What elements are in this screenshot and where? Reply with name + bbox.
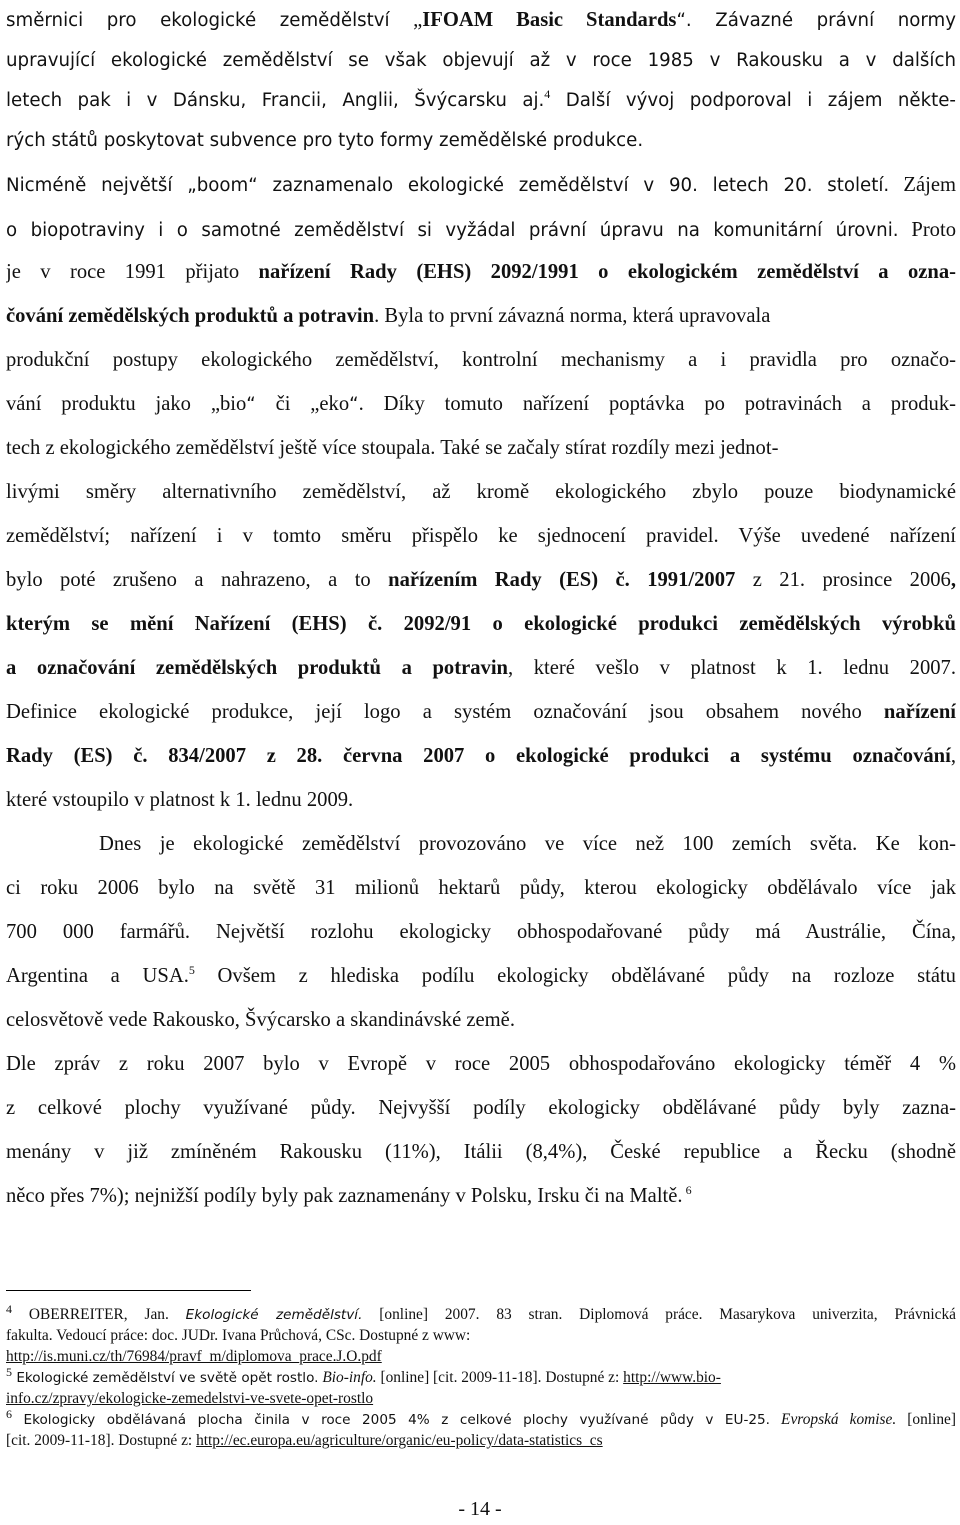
text-run: „ <box>187 175 197 196</box>
body-line <box>6 1088 956 1128</box>
body-line <box>6 165 956 205</box>
body-line <box>6 472 956 512</box>
body-line <box>6 824 956 864</box>
text-run: a označování zemědělských produktů a potravin <box>6 657 508 679</box>
text-run: [online] <box>896 1411 956 1428</box>
body-line <box>6 210 956 250</box>
body-line <box>6 0 956 40</box>
text-run: směrnici pro ekologické zemědělství <box>6 10 414 31</box>
text-run: livými směry alternativního zemědělství, až kromě ekologického zbylo pouze biodynamické <box>6 481 956 503</box>
footnote-line <box>6 1367 956 1388</box>
text-run: eko <box>319 393 350 415</box>
text-run: Evropská komise. <box>781 1411 897 1428</box>
footnote-marker: 4 <box>6 1304 12 1316</box>
body-line <box>6 384 956 424</box>
text-run: z 21. prosince 2006 <box>735 569 951 591</box>
link-text[interactable]: http://www.bio- <box>623 1369 721 1386</box>
text-run: boom <box>196 175 249 196</box>
footnote-line <box>6 1409 956 1430</box>
text-run: bylo poté zrušeno a nahrazeno, a to <box>6 569 389 591</box>
text-run: OBERREITER, Jan. <box>12 1306 186 1323</box>
body-line <box>6 120 956 160</box>
text-run: je v roce 1991 přijato <box>6 261 259 283</box>
text-run: upravující ekologické zemědělství se však objevují až v roce 1985 v Rakousku a v dalších <box>6 50 956 71</box>
text-run: „ <box>413 9 423 31</box>
body-line <box>6 40 956 80</box>
text-run: produkční postupy ekologického zemědělství, kontrolní mechanismy a i pravidla pro označo- <box>6 349 956 371</box>
text-run: letech pak i v Dánsku, Francii, Anglii, Švýcarsku aj. <box>6 90 545 111</box>
text-run: nařízením Rady (ES) č. 1991/2007 <box>388 569 736 591</box>
text-run: menány v již zmíněném Rakousku (11%), Itálii (8,4%), České republice a Řecku (shodně <box>6 1141 956 1163</box>
body-line <box>6 516 956 556</box>
text-run: [cit. 2009-11-18]. Dostupné z: <box>6 1432 197 1449</box>
text-run: Nicméně největší <box>6 175 188 196</box>
text-run: Ekologické zemědělství ve světě opět rostlo. <box>12 1370 319 1386</box>
text-run: “ <box>248 175 273 196</box>
text-run: zaznamenalo ekologické zemědělství v 90. letech 20. století. <box>272 175 890 196</box>
body-line <box>6 340 956 380</box>
text-run: vání produktu jako <box>6 393 211 415</box>
text-run: Ekologicky obdělávaná plocha činila v roce 2005 4% z celkové plochy využívané půdy v EU-25. <box>12 1412 770 1428</box>
body-line <box>6 1132 956 1172</box>
footnote-line <box>6 1346 956 1367</box>
text-run: , <box>950 745 956 767</box>
page-number: - 14 - <box>458 1498 502 1520</box>
text-run: tech z ekologického zemědělství ještě více stoupala. Také se začaly stírat rozdíly mezi jednot- <box>6 437 779 459</box>
footnote-line <box>6 1388 956 1409</box>
text-run: Proto <box>898 219 956 241</box>
text-run: z celkové plochy využívané půdy. Nejvyšší podíly ekologicky obdělávané půdy byly zazna- <box>6 1097 956 1119</box>
text-run: či <box>255 393 311 415</box>
footnote-marker: 6 <box>682 1183 692 1198</box>
text-run: čování zemědělských produktů a potravin <box>6 305 375 327</box>
body-line <box>6 560 956 600</box>
link-text[interactable]: http://is.muni.cz/th/76984/pravf_m/diplomova_prace.J.O.pdf <box>6 1348 382 1365</box>
text-run: [online] [cit. 2009-11-18]. Dostupné z: <box>376 1369 624 1386</box>
text-run: IFOAM Basic Standards <box>422 9 677 31</box>
text-run: . Byla to první závazná norma, která upravovala <box>374 305 771 327</box>
body-line <box>6 1000 956 1040</box>
body-line <box>6 736 956 776</box>
text-run: [online] 2007. 83 stran. Diplomová práce. Masarykova univerzita, Právnická <box>362 1306 956 1323</box>
text-run: ci roku 2006 bylo na světě 31 milionů hektarů půdy, kterou ekologicky obdělávalo více jak <box>6 877 956 899</box>
text-run: něco přes 7%); nejnižší podíly byly pak zaznamenány v Polsku, Irsku či na Maltě. <box>6 1185 683 1207</box>
footnote-line <box>6 1325 956 1346</box>
text-run: Definice ekologické produkce, její logo a systém označování jsou obsahem nového <box>6 701 884 723</box>
footnote-marker: 5 <box>6 1367 12 1379</box>
text-run: kterým se mění Nařízení (EHS) č. 2092/91 o ekologické produkci zemědělských výrobků <box>6 613 956 635</box>
text-run: které vstoupilo v platnost k 1. lednu 2009. <box>6 789 354 811</box>
text-run: , které vešlo v platnost k 1. lednu 2007. <box>508 657 956 679</box>
text-run: celosvětově vede Rakousko, Švýcarsko a skandinávské země. <box>6 1009 515 1031</box>
body-line <box>6 912 956 952</box>
text-run: bio <box>219 393 247 415</box>
footnote-marker: 5 <box>188 963 195 978</box>
body-line <box>6 648 956 688</box>
text-run: nařízení Rady (EHS) 2092/1991 o ekologickém zemědělství a ozna- <box>258 261 956 283</box>
text-run: Dle zpráv z roku 2007 bylo v Evropě v roce 2005 obhospodařováno ekologicky téměř 4 % <box>6 1053 956 1075</box>
text-run: Další vývoj podporoval i zájem někte- <box>550 90 956 111</box>
text-run: zemědělství; nařízení i v tomto směru přispělo ke sjednocení pravidel. Výše uvedené nařízení <box>6 525 956 547</box>
text-run: nařízení <box>883 701 956 723</box>
text-run: “ <box>349 394 359 415</box>
text-run: . Závazné právní normy <box>685 10 956 31</box>
body-line <box>6 780 956 820</box>
footnote-line <box>6 1304 956 1325</box>
text-run: Ekologické zemědělství. <box>185 1307 363 1323</box>
body-line <box>6 604 956 644</box>
body-line <box>6 80 956 120</box>
text-run <box>770 1411 781 1428</box>
text-run: 700 000 farmářů. Největší rozlohu ekologicky obhospodařované půdy má Austrálie, Čína, <box>6 921 956 943</box>
body-line <box>6 692 956 732</box>
footnote-line <box>6 1430 956 1451</box>
body-line <box>6 1176 956 1216</box>
text-run: Zájem <box>889 174 956 196</box>
text-run: „ <box>310 393 320 415</box>
text-run: Rady (ES) č. 834/2007 z 28. června 2007 o ekologické produkci a systému označování <box>6 745 951 767</box>
text-run: “ <box>246 394 256 415</box>
text-run: Bio-info. <box>322 1369 377 1386</box>
text-run: Argentina a USA. <box>6 965 189 987</box>
text-run: rých států poskytovat subvence pro tyto formy zemědělské produkce. <box>6 130 644 151</box>
body-line <box>6 956 956 996</box>
body-line <box>6 296 956 336</box>
footnote-marker: 6 <box>6 1409 12 1421</box>
body-line <box>6 428 956 468</box>
body-line <box>6 1044 956 1084</box>
text-run: . Díky tomuto nařízení poptávka po potravinách a produk- <box>358 393 956 415</box>
link-text[interactable]: http://ec.europa.eu/agriculture/organic/eu-policy/data-statistics_cs <box>196 1432 603 1449</box>
text-run: “ <box>676 10 686 31</box>
body-line <box>6 252 956 292</box>
text-run: o biopotraviny i o samotné zemědělství si vyžádal právní úpravu na komunitární úrovni. <box>6 220 899 241</box>
text-run: Dnes je ekologické zemědělství provozováno ve více než 100 zemích světa. Ke kon- <box>99 833 956 855</box>
text-run: Ovšem z hlediska podílu ekologicky obdělávané půdy na rozloze státu <box>194 965 956 987</box>
text-run: fakulta. Vedoucí práce: doc. JUDr. Ivana Průchová, CSc. Dostupné z www: <box>6 1327 471 1344</box>
footnote-separator <box>6 1290 251 1291</box>
footnote-marker: 4 <box>544 87 551 102</box>
text-run: „ <box>210 393 220 415</box>
body-line <box>6 868 956 908</box>
text-run: , <box>950 569 956 591</box>
link-text[interactable]: info.cz/zpravy/ekologicke-zemedelstvi-ve-svete-opet-rostlo <box>6 1390 374 1407</box>
